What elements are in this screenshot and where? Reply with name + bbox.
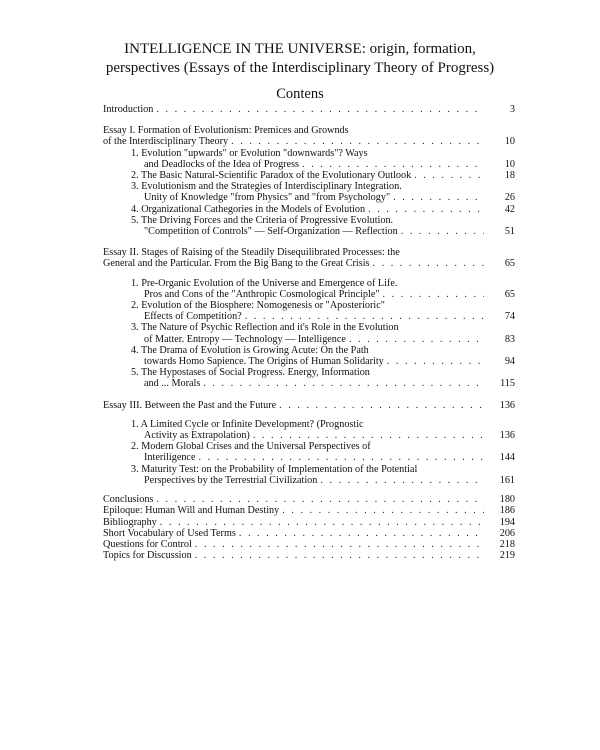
dot-leader (245, 311, 484, 322)
book-title (90, 40, 510, 78)
entry-text: 3. The Nature of Psychic Reflection and it's Role in the Evolution (131, 322, 399, 334)
page-number: 180 (499, 494, 515, 506)
book-title-line-2: perspectives (Essays of the Interdisciplinary Theory of Progress) (105, 60, 495, 76)
entry-text: 3. Maturity Test: on the Probability of Implementation of the Potential (131, 463, 418, 475)
essay-3-heading (103, 400, 515, 411)
entry-text-continued: and ... Morals (144, 378, 201, 390)
entry-text: Essay III. Between the Past and the Future (103, 399, 277, 411)
page-number: 10 (504, 158, 515, 170)
dot-leader (156, 494, 484, 505)
dot-leader (414, 170, 484, 181)
dot-leader (198, 452, 484, 463)
entry-text: 2. Modern Global Crises and the Universal Perspectives of (131, 441, 371, 453)
page-number: 42 (504, 203, 515, 215)
page-number: 65 (504, 258, 515, 270)
dot-leader (160, 517, 484, 528)
dot-leader (383, 289, 484, 300)
page-number: 10 (504, 136, 515, 148)
page-number: 161 (499, 474, 515, 486)
dot-leader (203, 378, 484, 389)
dot-leader (195, 550, 484, 561)
page-number: 194 (499, 516, 515, 528)
toc-entry-conclusions (103, 494, 515, 505)
page-number: 136 (499, 399, 515, 411)
dot-leader (282, 505, 484, 516)
entry-text: Topics for Discussion (103, 550, 192, 562)
dot-leader (253, 430, 484, 441)
page-number: 115 (500, 378, 515, 390)
entry-text-continued: Effects of Competition? (144, 311, 242, 323)
page-number: 219 (499, 550, 515, 562)
toc-entry (131, 204, 515, 215)
toc-entry (131, 148, 515, 170)
dot-leader (393, 192, 484, 203)
toc-entry (131, 300, 515, 322)
dot-leader (239, 528, 484, 539)
toc-entry (131, 278, 515, 300)
entry-text-continued: Unity of Knowledge "from Physics" and "from Psychology" (144, 192, 391, 204)
entry-text: 4. Organizational Cathegories in the Models of Evolution (131, 203, 366, 215)
toc-entry (131, 322, 515, 344)
page-number: 26 (504, 192, 515, 204)
entry-text: Introduction (103, 104, 154, 115)
entry-text: 5. The Driving Forces and the Criteria of Progressive Evolution. (131, 214, 394, 226)
dot-leader (279, 400, 484, 411)
toc-entry-questions (103, 539, 515, 550)
toc-entry (131, 215, 515, 237)
page-number: 206 (499, 527, 515, 539)
essay-2-heading-line-2 (103, 258, 515, 269)
page-number: 83 (504, 333, 515, 345)
toc-entry-introduction (103, 104, 515, 115)
essay-1-heading-line-2 (103, 136, 515, 147)
entry-text: 2. The Basic Natural-Scientific Paradox of the Evolutionary Outlook (131, 170, 412, 182)
toc-entry (131, 441, 515, 463)
dot-leader (195, 539, 484, 550)
entry-text-continued: Interiligence (144, 452, 196, 464)
entry-text: 4. The Drama of Evolution is Growing Acute: On the Path (131, 344, 369, 356)
back-matter (103, 494, 515, 561)
entry-text: General and the Particular. From the Big Bang to the Great Crisis (103, 258, 370, 270)
book-title-line-1: INTELLIGENCE IN THE UNIVERSE: origin, formation, (124, 41, 476, 57)
dot-leader (373, 258, 484, 269)
essay-2-heading-line-1: Essay II. Stages of Raising of the Steadily Disequilibrated Processes: the (103, 247, 400, 259)
page-number: 136 (499, 430, 515, 442)
essay-3-items (103, 419, 515, 486)
entry-text: of the Interdisciplinary Theory (103, 136, 229, 148)
page-number: 18 (504, 170, 515, 182)
dot-leader (349, 334, 484, 345)
entry-text: 1. Pre-Organic Evolution of the Universe and Emergence of Life. (131, 277, 398, 289)
toc-entry (131, 464, 515, 486)
page-number: 186 (499, 505, 515, 517)
entry-text: Epiloque: Human Will and Human Destiny (103, 505, 280, 517)
dot-leader (320, 475, 484, 486)
page-number: 3 (509, 104, 515, 115)
entry-text-continued: Pros and Cons of the "Anthropic Cosmological Principle" (144, 288, 380, 300)
toc-entry-epilogue (103, 505, 515, 516)
essay-1-heading-line-1: Essay I. Formation of Evolutionism: Premices and Grownds (103, 125, 349, 137)
dot-leader (387, 356, 484, 367)
entry-text-continued: Activity as Extrapolation) (144, 430, 250, 442)
page-number: 218 (499, 538, 515, 550)
table-of-contents (103, 104, 515, 561)
page-number: 94 (504, 356, 515, 368)
entry-text: 5. The Hypostases of Social Progress. Energy, Information (131, 367, 370, 379)
toc-entry (131, 181, 515, 203)
toc-entry-bibliography (103, 517, 515, 528)
page-number: 51 (504, 226, 515, 238)
entry-text: 3. Evolutionism and the Strategies of Interdisciplinary Integration. (131, 181, 402, 193)
entry-text: 1. Evolution "upwards" or Evolution "downwards"? Ways (131, 147, 368, 159)
entry-text: Conclusions (103, 494, 154, 506)
toc-entry-topics (103, 550, 515, 561)
entry-text: Questions for Control (103, 538, 192, 550)
dot-leader (368, 204, 484, 215)
dot-leader (302, 159, 484, 170)
dot-leader (231, 136, 484, 147)
entry-text-continued: Perspectives by the Terrestrial Civilization (144, 474, 318, 486)
toc-entry (131, 419, 515, 441)
dot-leader (156, 104, 484, 115)
toc-entry (131, 345, 515, 367)
page-number: 65 (504, 288, 515, 300)
toc-entry (131, 170, 515, 181)
toc-entry-vocabulary (103, 528, 515, 539)
dot-leader (401, 226, 484, 237)
entry-text: 1. A Limited Cycle or Infinite Development? (Prognostic (131, 418, 364, 430)
entry-text-continued: and Deadlocks of the Idea of Progress (144, 158, 300, 170)
entry-text: 2. Evolution of the Biosphere: Nomogenesis or "Aposterioric" (131, 300, 385, 312)
page-number: 144 (499, 452, 515, 464)
entry-text-continued: towards Homo Sapience. The Origins of Human Solidarity (144, 356, 384, 368)
entry-text: Short Vocabulary of Used Terms (103, 527, 236, 539)
toc-entry (131, 367, 515, 389)
entry-text-continued: of Matter. Entropy — Technology — Intelligence (144, 333, 346, 345)
page-number: 74 (504, 311, 515, 323)
essay-1-items (103, 148, 515, 238)
entry-text: Bibliography (103, 516, 157, 528)
contents-heading: Contens (276, 86, 324, 102)
entry-text-continued: "Competition of Controls" — Self-Organization — Reflection (144, 226, 398, 238)
essay-2-items (103, 278, 515, 390)
